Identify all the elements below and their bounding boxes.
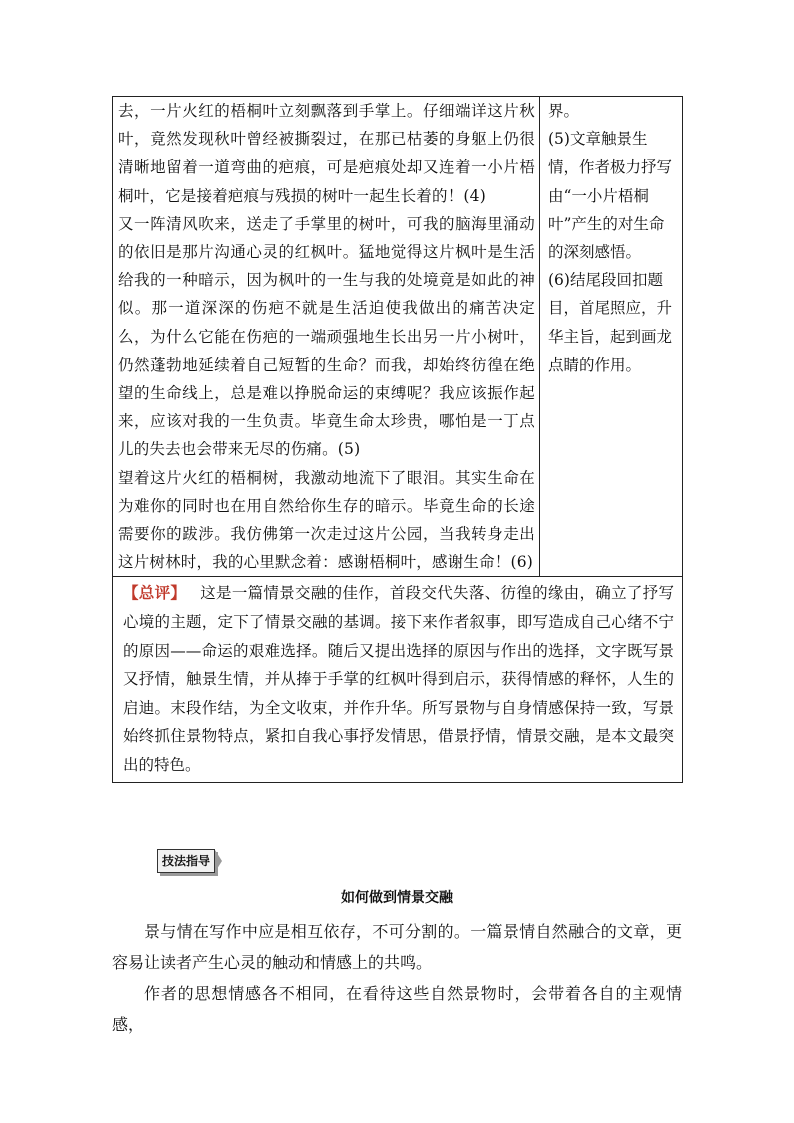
summary-tag: 【总评】 <box>123 583 187 603</box>
essay-paragraph-4: 去，一片火红的梧桐叶立刻飘落到手掌上。仔细端详这片秋叶，竟然发现秋叶曾经被撕裂过，在那已枯萎的身躯上仍很清晰地留着一道弯曲的疤痕，可是疤痕处却又连着一小片梧桐叶，它是接着疤痕与残损的树叶一起生长着的！(4) <box>118 102 535 205</box>
notes-cell <box>540 97 683 577</box>
summary-row <box>113 577 683 782</box>
body-paragraph: 景与情在写作中应是相互依存，不可分割的。一篇景情自然融合的文章，更容易让读者产生心灵的触动和情感上的共鸣。 <box>112 922 682 972</box>
essay-paragraph-6: 望着这片火红的梧桐树，我激动地流下了眼泪。其实生命在为难你的同时也在用自然给你生存的暗示。毕竟生命的长途需要你的跋涉。我仿佛第一次走过这片公园，当我转身走出这片树林时，我的心里默念着：感谢梧桐叶，感谢生命！(6) <box>118 468 535 572</box>
essay-cell <box>113 97 540 577</box>
section-body <box>112 916 682 1040</box>
note-item: (5)文章触景生情，作者极力抒写由“一小片梧桐叶”产生的对生命的深刻感悟。 <box>548 130 673 262</box>
essay-paragraph-5: 又一阵清风吹来，送走了手掌里的树叶，可我的脑海里涌动的依旧是那片沟通心灵的红枫叶。猛地觉得这片枫叶是生活给我的一种暗示，因为枫叶的一生与我的处境竟是如此的神似。那一道深深的伤疤不就是生活迫使我做出的痛苦决定么，为什么它能在伤疤的一端顽强地生长出另一片小树叶，仍然蓬勃地延续着自己短暂的生命？而我，却始终彷徨在绝望的生命线上，总是难以挣脱命运的束缚呢？我应该振作起来，应该对我的一生负责。毕竟生命太珍贵，哪怕是一丁点儿的失去也会带来无尽的伤痛。(5) <box>118 214 535 459</box>
essay-row <box>113 97 683 577</box>
section-label-badge: 技法指导 <box>157 849 215 873</box>
summary-paragraph <box>123 579 674 779</box>
note-item: 界。 <box>548 102 580 120</box>
note-item: (6)结尾段回扣题目，首尾照应，升华主旨，起到画龙点睛的作用。 <box>548 271 673 374</box>
summary-cell <box>113 577 683 782</box>
summary-text: 这是一篇情景交融的佳作，首段交代失落、彷徨的缘由，确立了抒写心境的主题，定下了情景交融的基调。接下来作者叙事，即写造成自己心绪不宁的原因——命运的艰难选择。随后又提出选择的原因与作出的选择，文字既写景又抒情，触景生情，并从捧于手掌的红枫叶得到启示，获得情感的释怀，人生的启迪。末段作结，为全文收束，并作升华。所写景物与自身情感保持一致，写景始终抓住景物特点，紧扣自我心事抒发情思，借景抒情，情景交融，是本文最突出的特色。 <box>123 584 674 775</box>
section-title: 如何做到情景交融 <box>341 890 453 906</box>
essay-table <box>112 96 683 783</box>
body-paragraph: 作者的思想情感各不相同，在看待这些自然景物时，会带着各自的主观情感， <box>112 984 682 1034</box>
